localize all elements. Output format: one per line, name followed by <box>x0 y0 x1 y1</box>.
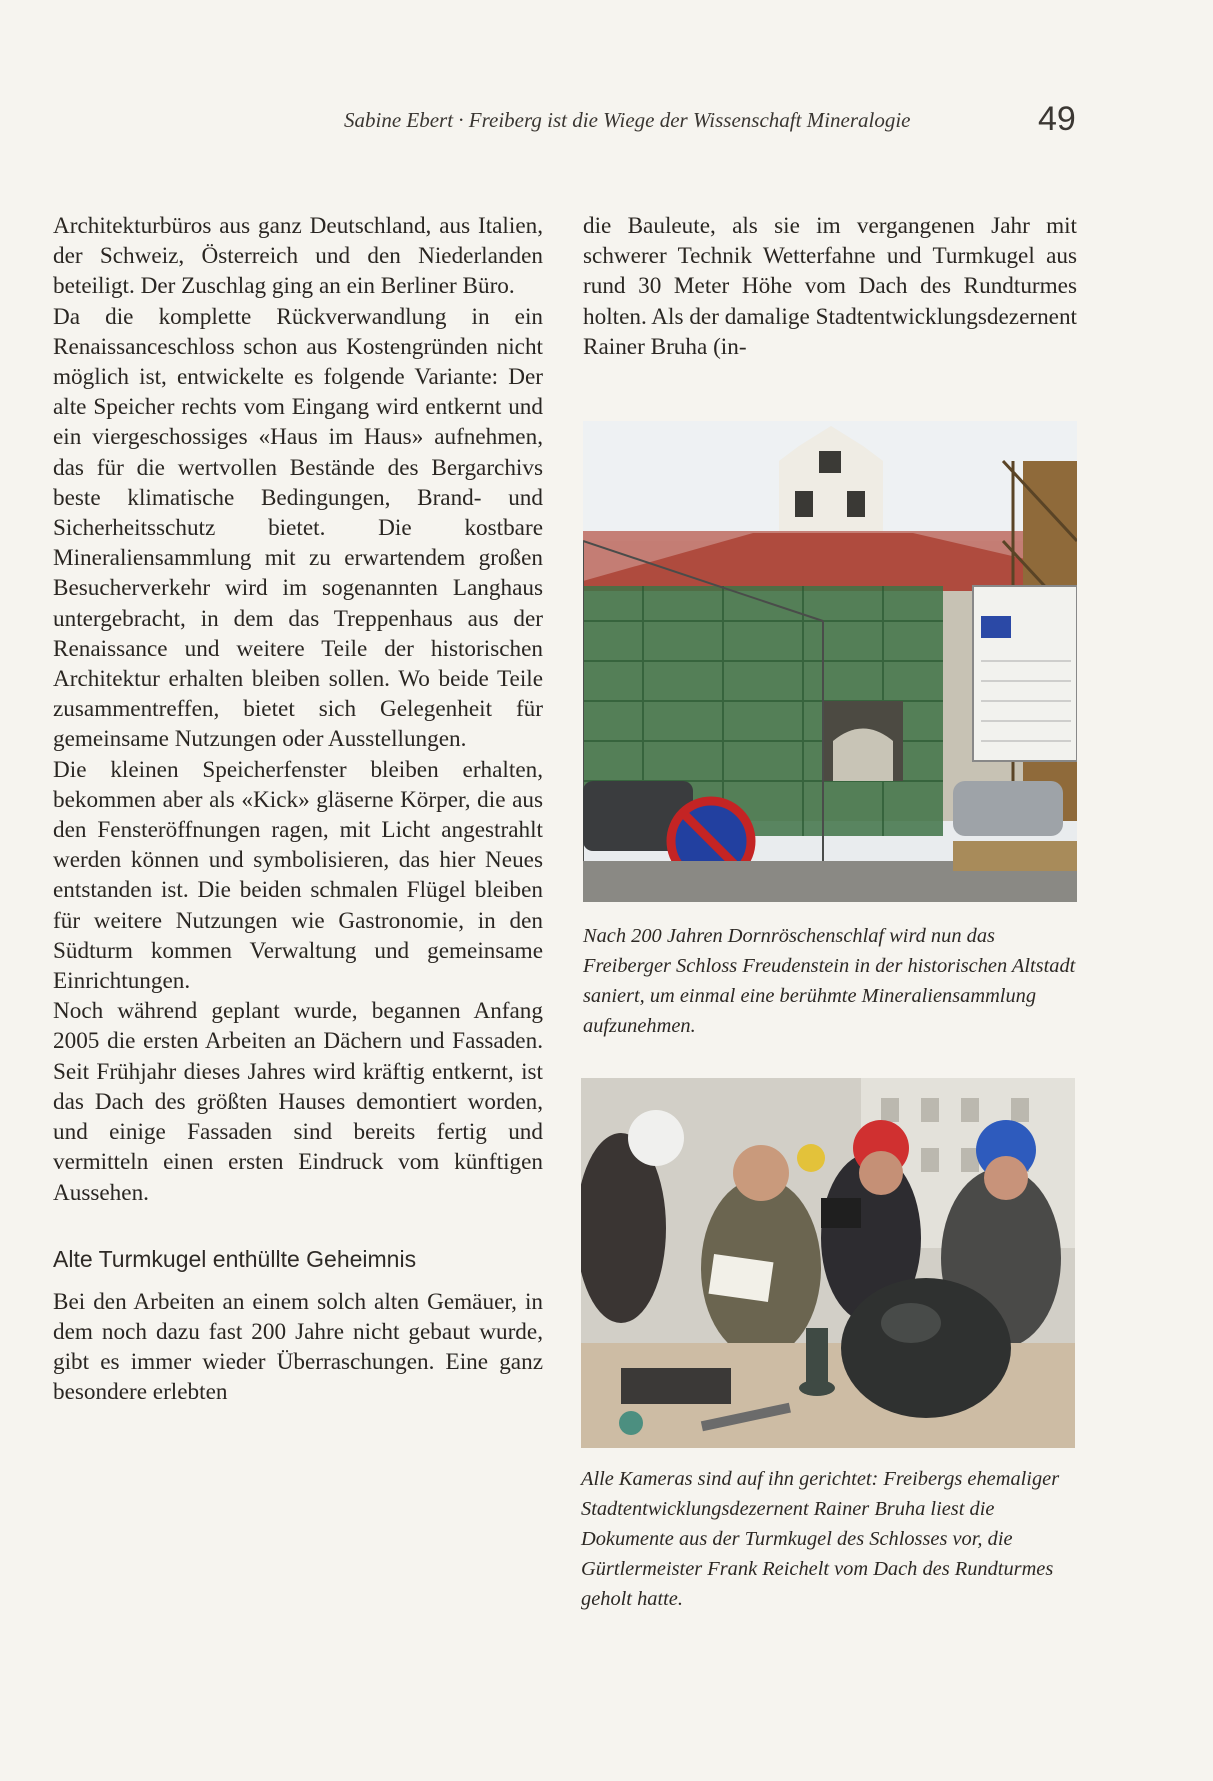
photo-1-caption: Nach 200 Jahren Dornröschenschlaf wird nun das Freiberger Schloss Freudenstein in der historischen Altstadt saniert, um einmal eine berühmte Mineraliensammlung aufzunehmen. <box>583 925 1076 1037</box>
reporters-photo-icon <box>581 1078 1075 1448</box>
press-reporters-photo <box>581 1078 1075 1448</box>
left-paragraph-3: Die kleinen Speicherfenster bleiben erhalten, bekommen aber als «Kick» gläserne Körper, die aus den Fensteröffnungen ragen, mit Licht angestrahlt werden können und symbolisieren, das hier Neues entstanden ist. Die beiden schmalen Flügel bleiben für weitere Nutzungen wie Gastronomie, in den Südturm kommen Verwaltung und gemeinsame Einrichtungen. <box>53 756 543 995</box>
castle-photo-icon <box>583 421 1077 902</box>
running-head: Sabine Ebert · Freiberg ist die Wiege der Wissenschaft Mineralogie <box>344 108 911 132</box>
photo-2-caption: Alle Kameras sind auf ihn gerichtet: Freibergs ehemaliger Stadtentwicklungsdezernent Rainer Bruha liest die Dokumente aus der Turmkugel des Schlosses vor, die Gürtlermeister Frank Reichelt vom Dach des Rundturmes geholt hatte. <box>581 1468 1060 1610</box>
left-paragraph-2: Da die komplette Rückverwandlung in ein Renaissanceschloss schon aus Kostengründen nicht möglich ist, entwickelte es folgende Variante: Der alte Speicher rechts vom Eingang wird entkernt und ein viergeschossiges «Haus im Haus» aufnehmen, das für die wertvollen Bestände des Bergarchivs beste klimatische Bedingungen, Brand- und Sicherheitsschutz bietet. Die kostbare Mineraliensammlung mit zu erwartendem großen Besucherverkehr wird im sogenannten Langhaus untergebracht, in dem das Treppenhaus aus der Renaissance und weitere Teile der historischen Architektur erhalten bleiben sollen. Wo beide Teile zusammentreffen, bietet sich Gelegenheit für gemeinsame Nutzungen oder Ausstellungen. <box>53 303 543 753</box>
left-paragraph-5: Bei den Arbeiten an einem solch alten Gemäuer, in dem noch dazu fast 200 Jahre nicht gebaut wurde, gibt es immer wieder Überraschungen. Eine ganz besondere erlebten <box>53 1288 543 1406</box>
section-subheading: Alte Turmkugel enthüllte Geheimnis <box>53 1245 417 1272</box>
right-column <box>583 211 1077 362</box>
left-column <box>53 211 543 1408</box>
castle-scaffolding-photo <box>583 421 1077 902</box>
left-paragraph-1: Architekturbüros aus ganz Deutschland, aus Italien, der Schweiz, Österreich und den Niederlanden beteiligt. Der Zuschlag ging an ein Berliner Büro. <box>53 213 543 300</box>
right-paragraph-1: die Bauleute, als sie im vergangenen Jahr mit schwerer Technik Wetterfahne und Turmkugel aus rund 30 Meter Höhe vom Dach des Rundturmes holten. Als der damalige Stadtentwicklungsdezernent Rainer Bruha (in- <box>583 213 1077 360</box>
left-paragraph-4: Noch während geplant wurde, begannen Anfang 2005 die ersten Arbeiten an Dächern und Fassaden. Seit Frühjahr dieses Jahres wird kräftig entkernt, ist das Dach des größten Hauses demontiert worden, und einige Fassaden sind bereits fertig und vermitteln einen ersten Eindruck vom künftigen Aussehen. <box>53 998 543 1206</box>
page-number: 49 <box>1038 100 1076 138</box>
